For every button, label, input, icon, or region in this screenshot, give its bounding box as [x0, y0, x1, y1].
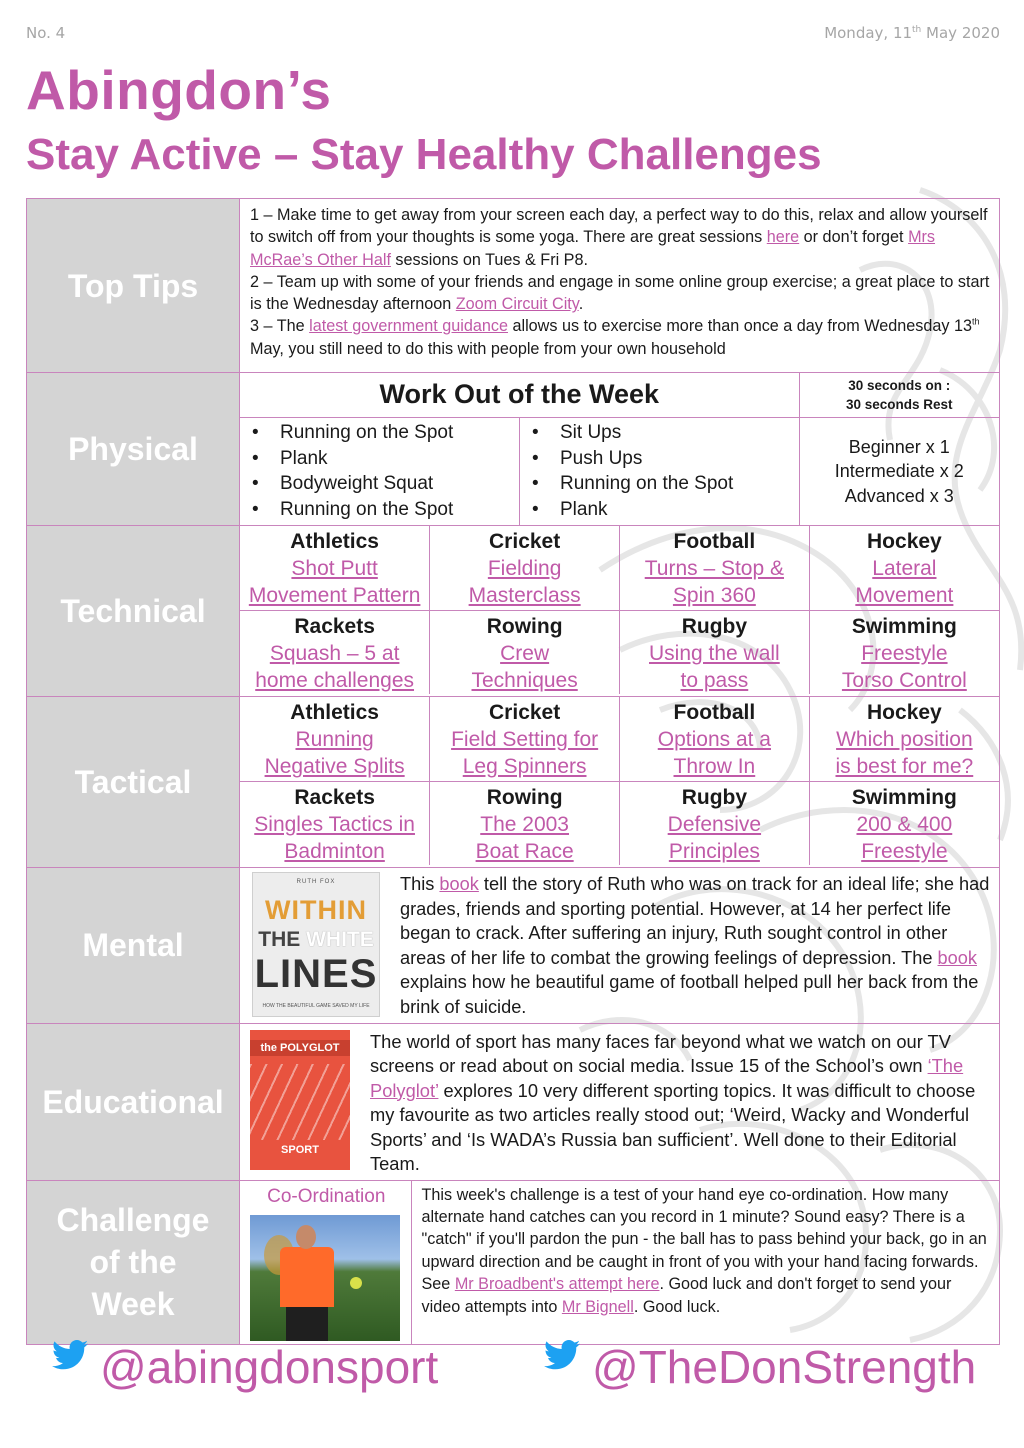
technical-cell: Football Turns – Stop & Spin 360 [620, 526, 810, 610]
technical-link[interactable]: Turns – Stop & Spin 360 [644, 557, 785, 607]
book-cover-image: RUTH FOX WITHIN THE WHITE LINES HOW THE BEAUTIFUL GAME SAVED MY LIFE [252, 872, 380, 1017]
technical-link[interactable]: Freestyle Torso Control [841, 641, 967, 692]
tip-2: 2 – Team up with some of your friends and engage in some online group exercise; a great place to start is the Wednesday afternoon Zoom Circuit City. [250, 272, 990, 314]
row-label-physical: Physical [27, 373, 240, 526]
tactical-link[interactable]: 200 & 400 Freestyle [856, 812, 953, 863]
tactical-link[interactable]: The 2003 Boat Race [475, 812, 574, 863]
challenge-content [240, 1181, 999, 1344]
tactical-cell: Cricket Field Setting for Leg Spinners [430, 697, 620, 781]
polyglot-link[interactable]: ‘The Polyglot’ [370, 1055, 964, 1101]
book-link[interactable]: book [937, 947, 977, 968]
tactical-cell: Rowing The 2003 Boat Race [430, 781, 620, 865]
exercise-item: • Plank [250, 446, 519, 472]
tip-3: 3 – The latest government guidance allows us to exercise more than once a day from Wednesday 13th May, you still need to do this with people from your own household [250, 317, 980, 358]
row-label-top-tips: Top Tips [27, 199, 240, 373]
yoga-sessions-link[interactable]: here [766, 228, 800, 247]
exercise-item: • Plank [530, 497, 799, 523]
educational-description: The world of sport has many faces far beyond what we watch on our TV screens or read about on social media. Issue 15 of the School’s own ‘The Polyglot’ explores 10 very different sporting topics. It was difficult to choose my favourite as two articles really stood out; ‘Weird, Wacky and Wonderful Sports’ and ‘Is WADA’s Russia ban sufficient’. Well done to their Editorial Team. [370, 1030, 976, 1175]
tactical-link[interactable]: Singles Tactics in Badminton [254, 812, 415, 863]
level-beginner: Beginner x 1 [848, 436, 950, 457]
challenge-heading: Co-Ordination [267, 1185, 386, 1207]
page-subtitle: Stay Active – Stay Healthy Challenges [26, 130, 822, 179]
technical-grid [240, 526, 999, 694]
tactical-grid [240, 697, 999, 865]
page-title: Abingdon’s [26, 59, 332, 121]
technical-cell: Rowing Crew Techniques [430, 610, 620, 694]
issue-date: Monday, 11th May 2020 [824, 24, 1000, 42]
mental-description: This book tell the story of Ruth who was on track for an ideal life; she had grades, friends and sporting potential. However, at 14 her perfect life began to crack. After suffering an injury, Ruth sought control in other areas of her life to combat the growing feelings of depression. The book explains how he beautiful game of football helped pull her back from the brink of suicide. [400, 874, 990, 1017]
technical-link[interactable]: Using the wall to pass [649, 641, 780, 692]
twitter-bird-icon [52, 1340, 88, 1370]
row-label-educational: Educational [27, 1023, 240, 1180]
exercise-item: • Running on the Spot [250, 420, 519, 446]
difficulty-levels [799, 418, 999, 526]
zoom-circuit-city-link[interactable]: Zoom Circuit City [455, 295, 579, 314]
technical-cell: Athletics Shot Putt Movement Pattern [240, 526, 430, 610]
challenge-photo-image [250, 1215, 400, 1341]
polyglot-cover-image: the POLYGLOT SPORT [250, 1030, 350, 1170]
exercise-column-1 [240, 418, 520, 526]
exercise-item: • Running on the Spot [530, 471, 799, 497]
mrs-mcrae-link[interactable]: Mrs McRae’s Other Half [250, 228, 936, 269]
challenges-table [26, 198, 1000, 1345]
government-guidance-link[interactable]: latest government guidance [309, 317, 508, 336]
tactical-link[interactable]: Running Negative Splits [264, 728, 405, 778]
row-label-challenge: Challenge of the Week [27, 1180, 240, 1344]
technical-cell: Swimming Freestyle Torso Control [809, 610, 999, 694]
tactical-link[interactable]: Which position is best for me? [835, 728, 974, 778]
rest-info: 30 seconds on : 30 seconds Rest [845, 378, 953, 412]
technical-cell: Rackets Squash – 5 at home challenges [240, 610, 430, 694]
social-handle-thedonstrength[interactable]: @TheDonStrength [544, 1340, 976, 1394]
technical-link[interactable]: Crew Techniques [471, 641, 578, 692]
exercise-column-2 [520, 418, 800, 526]
exercise-item: • Running on the Spot [250, 497, 519, 523]
technical-cell: Rugby Using the wall to pass [620, 610, 810, 694]
workout-title-cell [240, 373, 799, 418]
tactical-link[interactable]: Defensive Principles [667, 812, 762, 863]
mr-bignell-link[interactable]: Mr Bignell [561, 1297, 634, 1316]
rest-cell [799, 373, 999, 418]
exercise-item: • Bodyweight Squat [250, 471, 519, 497]
technical-link[interactable]: Fielding Masterclass [468, 557, 581, 607]
row-label-tactical: Tactical [27, 697, 240, 868]
technical-link[interactable]: Squash – 5 at home challenges [255, 641, 415, 692]
book-link[interactable]: book [439, 874, 479, 894]
tactical-cell: Football Options at a Throw In [620, 697, 810, 781]
level-advanced: Advanced x 3 [844, 485, 954, 506]
tactical-cell: Athletics Running Negative Splits [240, 697, 430, 781]
tip-1: 1 – Make time to get away from your screen each day, a perfect way to do this, relax and allow yourself to switch off from your thoughts is some yoga. There are great sessions here or don’t forget Mrs McRae’s Other Half sessions on Tues & Fri P8. [250, 206, 988, 269]
row-label-mental: Mental [27, 868, 240, 1024]
technical-cell: Hockey Lateral Movement [809, 526, 999, 610]
row-label-technical: Technical [27, 526, 240, 697]
broadbent-attempt-link[interactable]: Mr Broadbent's attempt here [454, 1275, 660, 1294]
twitter-bird-icon [544, 1340, 580, 1370]
tactical-cell: Swimming 200 & 400 Freestyle [809, 781, 999, 865]
technical-link[interactable]: Shot Putt Movement Pattern [248, 557, 421, 607]
tactical-cell: Hockey Which position is best for me? [809, 697, 999, 781]
tactical-cell: Rugby Defensive Principles [620, 781, 810, 865]
tactical-link[interactable]: Options at a Throw In [657, 728, 771, 778]
workout-title: Work Out of the Week [379, 379, 660, 409]
exercise-item: • Sit Ups [530, 420, 799, 446]
tactical-cell: Rackets Singles Tactics in Badminton [240, 781, 430, 865]
technical-cell: Cricket Fielding Masterclass [430, 526, 620, 610]
issue-number: No. 4 [26, 24, 66, 42]
top-tips-content [240, 199, 999, 364]
level-intermediate: Intermediate x 2 [834, 461, 964, 482]
workout-table [240, 373, 999, 525]
exercise-item: • Push Ups [530, 446, 799, 472]
tactical-link[interactable]: Field Setting for Leg Spinners [451, 728, 599, 778]
challenge-description: This week's challenge is a test of your hand eye co-ordination. How many alternate hand catches can you record in 1 minute? Sound easy? There is a "catch" if you'll pardon the pun - the ball has to pass behind your back, go in an upward direction and be caught in front of you with your hand facing forwards. See Mr Broadbent's attempt here. Good luck and don't forget to send your video attempts into Mr Bignell. Good luck. [421, 1185, 987, 1316]
technical-link[interactable]: Lateral Movement [855, 557, 954, 607]
social-handle-abingdonsport[interactable]: @abingdonsport [52, 1340, 438, 1394]
